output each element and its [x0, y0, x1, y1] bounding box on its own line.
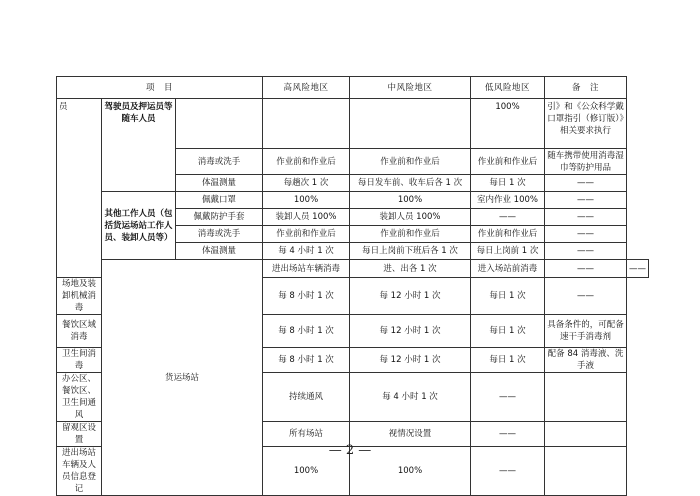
station-row-low: —— — [545, 260, 627, 278]
header-note: 备 注 — [545, 77, 627, 99]
driver-disinfect-label: 消毒或洗手 — [176, 149, 263, 175]
other-mask-label: 佩戴口罩 — [176, 192, 263, 209]
station-row-high: 每 8 小时 1 次 — [263, 278, 350, 315]
driver-temp-mid: 每日发车前、收车后各 1 次 — [350, 175, 471, 192]
station-row-label: 场地及装卸机械消毒 — [57, 278, 102, 315]
station-row-note: —— — [545, 278, 627, 315]
station-row-high: 100% — [263, 447, 350, 496]
station-row-note — [545, 373, 627, 422]
other-staff-label: 其他工作人员（包括货运场站工作人员、装卸人员等） — [102, 192, 176, 260]
other-temp-note: —— — [545, 243, 627, 260]
other-disinfect-high: 作业前和作业后 — [263, 226, 350, 243]
station-row-note: 配备 84 消毒液、洗手液 — [545, 348, 627, 373]
station-row-high: 每 8 小时 1 次 — [263, 315, 350, 348]
station-row-label: 餐饮区域消毒 — [57, 315, 102, 348]
driver-temp-label: 体温测量 — [176, 175, 263, 192]
station-row-mid: 每 12 小时 1 次 — [350, 278, 471, 315]
station-row-label: 进出场站车辆及人员信息登记 — [57, 447, 102, 496]
other-temp-mid: 每日上岗前下班后各 1 次 — [350, 243, 471, 260]
driver-mask-mid — [350, 99, 471, 149]
driver-disinfect-high: 作业前和作业后 — [263, 149, 350, 175]
page-number: — 2 — — [328, 443, 372, 458]
header-mid-risk: 中风险地区 — [350, 77, 471, 99]
station-row-low: 每日 1 次 — [471, 278, 545, 315]
other-mask-low: 室内作业 100% — [471, 192, 545, 209]
other-mask-high: 100% — [263, 192, 350, 209]
other-gloves-note: —— — [545, 209, 627, 226]
other-mask-note: —— — [545, 192, 627, 209]
other-gloves-low: —— — [471, 209, 545, 226]
table-row — [57, 260, 649, 278]
other-gloves-label: 佩戴防护手套 — [176, 209, 263, 226]
driver-mask-high — [263, 99, 350, 149]
other-temp-label: 体温测量 — [176, 243, 263, 260]
driver-disinfect-mid: 作业前和作业后 — [350, 149, 471, 175]
table-row — [57, 192, 649, 209]
table-row — [57, 99, 649, 149]
station-row-label: 进出场站车辆消毒 — [263, 260, 350, 278]
driver-disinfect-note: 随车携带使用消毒湿巾等防护用品 — [545, 149, 627, 175]
station-row-note: —— — [627, 260, 649, 278]
header-high-risk: 高风险地区 — [263, 77, 350, 99]
other-gloves-mid: 装卸人员 100% — [350, 209, 471, 226]
measures-table — [56, 76, 649, 496]
station-row-mid: 每 4 小时 1 次 — [350, 373, 471, 422]
station-row-high: 所有场站 — [263, 422, 350, 447]
driver-label: 驾驶员及押运员等随车人员 — [102, 99, 176, 192]
other-gloves-high: 装卸人员 100% — [263, 209, 350, 226]
station-row-high: 进、出各 1 次 — [350, 260, 471, 278]
section-b-group-label: 货运场站 — [102, 260, 263, 496]
station-row-low: —— — [471, 422, 545, 447]
station-row-note: 具备条件的，可配备速干手消毒剂 — [545, 315, 627, 348]
other-temp-low: 每日上岗前 1 次 — [471, 243, 545, 260]
driver-mask-label — [176, 99, 263, 149]
other-disinfect-low: 作业前和作业后 — [471, 226, 545, 243]
station-row-high: 持续通风 — [263, 373, 350, 422]
station-row-low: 每日 1 次 — [471, 315, 545, 348]
station-row-low: 每日 1 次 — [471, 348, 545, 373]
station-row-mid: 每 12 小时 1 次 — [350, 348, 471, 373]
driver-mask-low: 100% — [471, 99, 545, 149]
header-row — [57, 77, 649, 99]
other-temp-high: 每 4 小时 1 次 — [263, 243, 350, 260]
station-row-mid: 进入场站前消毒 — [471, 260, 545, 278]
station-row-mid: 每 12 小时 1 次 — [350, 315, 471, 348]
station-row-label: 留观区设置 — [57, 422, 102, 447]
driver-mask-note: 引》和《公众科学戴口罩指引（修订版）》相关要求执行 — [545, 99, 627, 149]
other-mask-mid: 100% — [350, 192, 471, 209]
station-row-label: 办公区、餐饮区、卫生间通风 — [57, 373, 102, 422]
station-row-low: —— — [471, 373, 545, 422]
driver-disinfect-low: 作业前和作业后 — [471, 149, 545, 175]
station-row-mid: 100% — [350, 447, 471, 496]
header-low-risk: 低风险地区 — [471, 77, 545, 99]
other-disinfect-note: —— — [545, 226, 627, 243]
header-item: 项 目 — [57, 77, 263, 99]
driver-temp-note: —— — [545, 175, 627, 192]
other-disinfect-label: 消毒或洗手 — [176, 226, 263, 243]
station-row-high: 每 8 小时 1 次 — [263, 348, 350, 373]
station-row-label: 卫生间消毒 — [57, 348, 102, 373]
driver-temp-low: 每日 1 次 — [471, 175, 545, 192]
section-a-group-label: 员 — [57, 99, 102, 278]
station-row-low: —— — [471, 447, 545, 496]
driver-temp-high: 每趟次 1 次 — [263, 175, 350, 192]
station-row-mid: 视情况设置 — [350, 422, 471, 447]
other-disinfect-mid: 作业前和作业后 — [350, 226, 471, 243]
